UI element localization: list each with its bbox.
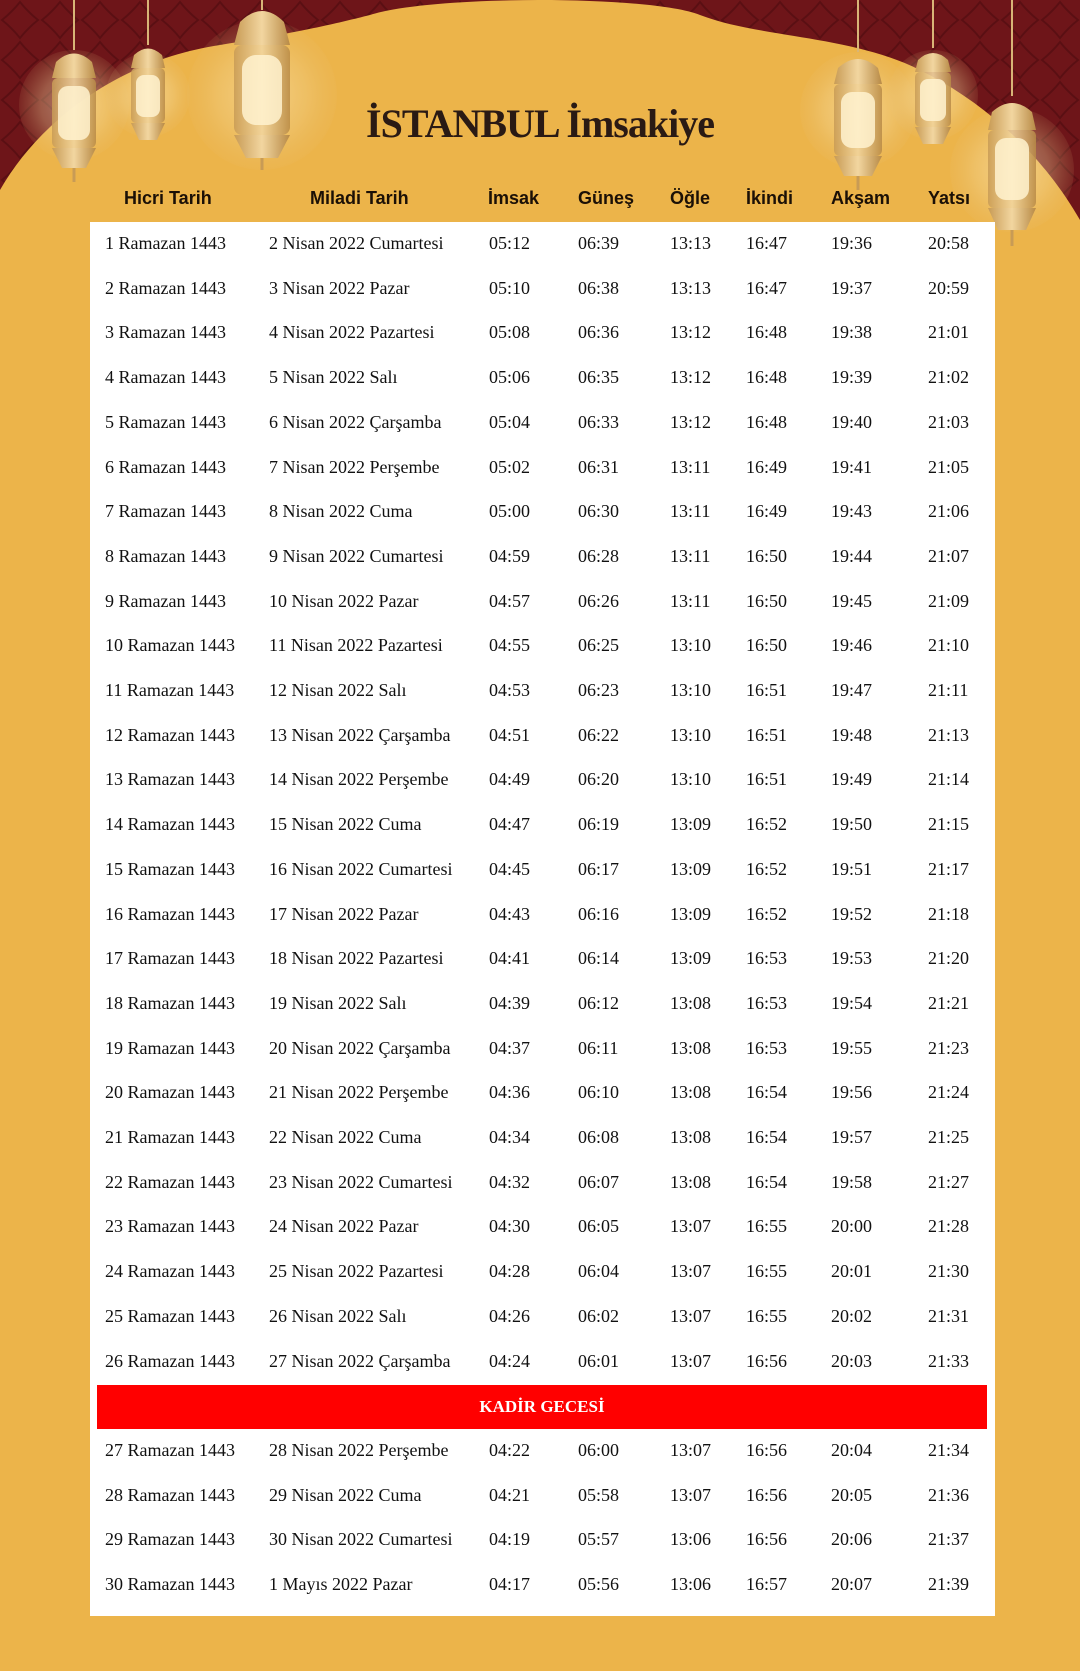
table-cell: 22 Nisan 2022 Cuma <box>269 1127 422 1147</box>
table-cell: 06:01 <box>578 1350 620 1371</box>
table-cell: 10 Nisan 2022 Pazar <box>269 590 419 611</box>
table-cell: 21:20 <box>928 948 970 969</box>
table-cell: 16:48 <box>746 322 788 343</box>
table-cell: 05:02 <box>489 456 531 477</box>
table-cell: 13:10 <box>670 635 712 656</box>
table-cell: 19:41 <box>831 456 873 477</box>
table-cell: 06:19 <box>578 814 620 835</box>
table-cell: 20:04 <box>831 1439 873 1460</box>
table-cell: 3 Ramazan 1443 <box>105 322 226 343</box>
table-cell: 05:06 <box>489 367 531 388</box>
table-cell: 06:20 <box>578 769 620 790</box>
table-cell: 21 Ramazan 1443 <box>105 1127 235 1147</box>
table-cell: 04:22 <box>489 1439 531 1460</box>
table-cell: 06:02 <box>578 1305 620 1326</box>
table-cell: 06:12 <box>578 992 620 1013</box>
table-cell: 06:17 <box>578 858 620 879</box>
table-cell: 05:08 <box>489 322 531 343</box>
table-cell: 19:47 <box>831 680 873 700</box>
table-cell: 06:05 <box>578 1216 620 1237</box>
table-cell: 16:54 <box>746 1082 788 1103</box>
table-cell: 8 Ramazan 1443 <box>105 545 226 566</box>
table-cell: 06:23 <box>578 680 620 700</box>
table-cell: 2 Ramazan 1443 <box>105 277 226 298</box>
table-cell: 21:31 <box>928 1305 970 1326</box>
table-cell: 19:46 <box>831 635 873 656</box>
table-cell: 14 Ramazan 1443 <box>105 814 235 835</box>
table-cell: 04:59 <box>489 545 531 566</box>
table-cell: 16:50 <box>746 590 788 611</box>
prayer-times-table <box>90 222 995 1616</box>
table-cell: 05:58 <box>578 1484 620 1505</box>
table-row <box>90 1250 995 1294</box>
table-cell: 16:50 <box>746 635 788 656</box>
table-cell: 19:57 <box>831 1127 873 1147</box>
table-cell: 04:32 <box>489 1171 531 1192</box>
table-cell: 13:09 <box>670 903 712 924</box>
table-cell: 13 Nisan 2022 Çarşamba <box>269 724 451 745</box>
table-row <box>90 982 995 1026</box>
table-cell: 10 Ramazan 1443 <box>105 635 235 656</box>
column-header: Öğle <box>670 188 711 208</box>
table-row <box>90 937 995 981</box>
table-cell: 13:08 <box>670 1082 712 1103</box>
table-cell: 04:37 <box>489 1037 531 1058</box>
table-cell: 27 Ramazan 1443 <box>105 1439 235 1460</box>
table-cell: 13:09 <box>670 814 712 835</box>
table-cell: 1 Ramazan 1443 <box>105 233 226 253</box>
table-cell: 7 Ramazan 1443 <box>105 501 226 522</box>
table-cell: 21:25 <box>928 1127 970 1147</box>
table-row <box>90 1205 995 1249</box>
table-cell: 13:08 <box>670 1171 712 1192</box>
table-cell: 20:59 <box>928 277 970 298</box>
table-cell: 20:07 <box>831 1574 873 1594</box>
table-cell: 04:34 <box>489 1127 531 1147</box>
table-cell: 19 Nisan 2022 Salı <box>269 992 407 1013</box>
table-row <box>90 848 995 892</box>
table-cell: 04:19 <box>489 1529 531 1550</box>
table-cell: 13:13 <box>670 233 712 253</box>
table-cell: 16:55 <box>746 1261 788 1282</box>
table-cell: 06:00 <box>578 1439 620 1460</box>
table-cell: 20 Ramazan 1443 <box>105 1082 235 1103</box>
table-cell: 04:17 <box>489 1574 531 1594</box>
table-cell: 24 Nisan 2022 Pazar <box>269 1216 419 1237</box>
table-cell: 20:06 <box>831 1529 873 1550</box>
table-cell: 17 Nisan 2022 Pazar <box>269 903 419 924</box>
column-header: Yatsı <box>928 188 971 208</box>
table-cell: 27 Nisan 2022 Çarşamba <box>269 1350 451 1371</box>
table-cell: 16:51 <box>746 724 788 745</box>
table-row <box>90 535 995 579</box>
table-cell: 30 Ramazan 1443 <box>105 1574 235 1594</box>
table-cell: 28 Nisan 2022 Perşembe <box>269 1439 449 1460</box>
table-cell: 21:03 <box>928 411 970 432</box>
table-cell: 04:21 <box>489 1484 531 1505</box>
table-cell: 15 Nisan 2022 Cuma <box>269 814 422 835</box>
table-cell: 16:55 <box>746 1216 788 1237</box>
table-cell: 20:05 <box>831 1484 873 1505</box>
table-cell: 4 Nisan 2022 Pazartesi <box>269 322 435 343</box>
table-row <box>90 1027 995 1071</box>
table-row <box>90 1161 995 1205</box>
table-cell: 16:56 <box>746 1350 788 1371</box>
table-cell: 21:11 <box>928 680 969 700</box>
table-cell: 12 Ramazan 1443 <box>105 724 235 745</box>
table-cell: 13:08 <box>670 1127 712 1147</box>
table-cell: 06:08 <box>578 1127 620 1147</box>
table-cell: 13:12 <box>670 322 712 343</box>
table-cell: 24 Ramazan 1443 <box>105 1261 235 1282</box>
table-cell: 2 Nisan 2022 Cumartesi <box>269 233 444 253</box>
table-cell: 16:52 <box>746 903 788 924</box>
table-cell: 16:53 <box>746 948 788 969</box>
table-cell: 04:43 <box>489 903 531 924</box>
table-cell: 16:47 <box>746 233 788 253</box>
table-cell: 19:44 <box>831 545 873 566</box>
table-cell: 19:43 <box>831 501 873 522</box>
table-cell: 12 Nisan 2022 Salı <box>269 680 407 700</box>
table-cell: 21:21 <box>928 992 970 1013</box>
table-cell: 21:05 <box>928 456 970 477</box>
table-cell: 06:31 <box>578 456 620 477</box>
table-cell: 9 Nisan 2022 Cumartesi <box>269 545 444 566</box>
table-cell: 16:53 <box>746 1037 788 1058</box>
table-cell: 19:36 <box>831 233 873 253</box>
table-cell: 13:09 <box>670 858 712 879</box>
table-cell: 26 Ramazan 1443 <box>105 1350 235 1371</box>
table-cell: 19:50 <box>831 814 873 835</box>
table-cell: 16:50 <box>746 545 788 566</box>
table-cell: 06:36 <box>578 322 620 343</box>
table-cell: 06:26 <box>578 590 620 611</box>
table-cell: 21:14 <box>928 769 970 790</box>
table-cell: 19:38 <box>831 322 873 343</box>
table-cell: 21:10 <box>928 635 970 656</box>
column-header: Güneş <box>578 188 635 208</box>
table-cell: 20:58 <box>928 233 970 253</box>
table-cell: 1 Mayıs 2022 Pazar <box>269 1574 413 1594</box>
table-cell: 16:56 <box>746 1439 788 1460</box>
table-cell: 15 Ramazan 1443 <box>105 858 235 879</box>
table-row <box>90 446 995 490</box>
table-cell: 7 Nisan 2022 Perşembe <box>269 456 440 477</box>
table-cell: 16:49 <box>746 501 788 522</box>
table-cell: 13:06 <box>670 1529 712 1550</box>
table-row <box>90 490 995 534</box>
table-cell: 05:10 <box>489 277 531 298</box>
table-cell: 28 Ramazan 1443 <box>105 1484 235 1505</box>
table-cell: 13:07 <box>670 1350 712 1371</box>
kadir-gecesi-banner: KADİR GECESİ <box>97 1385 987 1429</box>
table-cell: 29 Nisan 2022 Cuma <box>269 1484 422 1505</box>
table-cell: 30 Nisan 2022 Cumartesi <box>269 1529 453 1550</box>
table-row <box>90 580 995 624</box>
table-cell: 19:58 <box>831 1171 873 1192</box>
table-cell: 16:55 <box>746 1305 788 1326</box>
table-cell: 21:37 <box>928 1529 970 1550</box>
table-cell: 18 Ramazan 1443 <box>105 992 235 1013</box>
table-row <box>90 1295 995 1339</box>
table-cell: 05:00 <box>489 501 531 522</box>
table-cell: 19 Ramazan 1443 <box>105 1037 235 1058</box>
table-cell: 04:28 <box>489 1261 531 1282</box>
table-row <box>90 714 995 758</box>
table-cell: 06:07 <box>578 1171 620 1192</box>
table-cell: 13:11 <box>670 590 711 611</box>
table-cell: 06:10 <box>578 1082 620 1103</box>
table-cell: 23 Nisan 2022 Cumartesi <box>269 1171 453 1192</box>
table-cell: 04:53 <box>489 680 531 700</box>
table-cell: 04:57 <box>489 590 531 611</box>
table-cell: 21:39 <box>928 1574 970 1594</box>
table-cell: 13:08 <box>670 1037 712 1058</box>
table-cell: 21:36 <box>928 1484 970 1505</box>
table-cell: 23 Ramazan 1443 <box>105 1216 235 1237</box>
table-cell: 21:33 <box>928 1350 970 1371</box>
table-cell: 16:52 <box>746 814 788 835</box>
table-cell: 13:07 <box>670 1305 712 1326</box>
table-cell: 19:51 <box>831 858 873 879</box>
table-row <box>90 1563 995 1607</box>
table-cell: 05:12 <box>489 233 531 253</box>
table-cell: 21:02 <box>928 367 970 388</box>
table-cell: 26 Nisan 2022 Salı <box>269 1305 407 1326</box>
table-cell: 16 Nisan 2022 Cumartesi <box>269 858 453 879</box>
table-cell: 13 Ramazan 1443 <box>105 769 235 790</box>
table-cell: 06:14 <box>578 948 620 969</box>
table-cell: 16:54 <box>746 1127 788 1147</box>
table-cell: 25 Ramazan 1443 <box>105 1305 235 1326</box>
table-row <box>90 311 995 355</box>
table-cell: 06:11 <box>578 1037 619 1058</box>
table-cell: 04:30 <box>489 1216 531 1237</box>
table-row <box>90 1071 995 1115</box>
table-cell: 20:00 <box>831 1216 873 1237</box>
table-cell: 16:57 <box>746 1574 788 1594</box>
table-row <box>90 893 995 937</box>
table-cell: 14 Nisan 2022 Perşembe <box>269 769 449 790</box>
table-cell: 16 Ramazan 1443 <box>105 903 235 924</box>
table-cell: 04:45 <box>489 858 531 879</box>
table-cell: 13:10 <box>670 680 712 700</box>
table-cell: 19:37 <box>831 277 873 298</box>
table-cell: 04:51 <box>489 724 531 745</box>
table-row <box>90 356 995 400</box>
table-cell: 13:07 <box>670 1216 712 1237</box>
table-cell: 05:04 <box>489 411 531 432</box>
table-cell: 19:48 <box>831 724 873 745</box>
table-row <box>90 1340 995 1384</box>
table-cell: 9 Ramazan 1443 <box>105 590 226 611</box>
table-header <box>0 183 1080 213</box>
table-cell: 17 Ramazan 1443 <box>105 948 235 969</box>
table-cell: 11 Nisan 2022 Pazartesi <box>269 635 443 656</box>
table-cell: 04:55 <box>489 635 531 656</box>
table-cell: 19:45 <box>831 590 873 611</box>
table-row <box>90 669 995 713</box>
table-cell: 13:11 <box>670 545 711 566</box>
table-cell: 19:54 <box>831 992 873 1013</box>
table-cell: 21:09 <box>928 590 970 611</box>
table-cell: 5 Ramazan 1443 <box>105 411 226 432</box>
table-cell: 20:01 <box>831 1261 873 1282</box>
table-cell: 19:53 <box>831 948 873 969</box>
table-cell: 06:39 <box>578 233 620 253</box>
table-cell: 21:07 <box>928 545 970 566</box>
table-cell: 21:18 <box>928 903 970 924</box>
table-cell: 06:22 <box>578 724 620 745</box>
table-cell: 21:01 <box>928 322 970 343</box>
table-cell: 06:16 <box>578 903 620 924</box>
table-cell: 13:07 <box>670 1484 712 1505</box>
table-cell: 19:39 <box>831 367 873 388</box>
table-row <box>90 1429 995 1473</box>
table-cell: 06:38 <box>578 277 620 298</box>
table-cell: 21:28 <box>928 1216 970 1237</box>
table-cell: 16:48 <box>746 367 788 388</box>
table-cell: 19:49 <box>831 769 873 790</box>
table-row <box>90 267 995 311</box>
table-cell: 06:35 <box>578 367 620 388</box>
table-cell: 16:51 <box>746 769 788 790</box>
table-cell: 13:12 <box>670 411 712 432</box>
table-row <box>90 624 995 668</box>
table-cell: 16:54 <box>746 1171 788 1192</box>
table-cell: 22 Ramazan 1443 <box>105 1171 235 1192</box>
table-cell: 21:06 <box>928 501 970 522</box>
table-row <box>90 1116 995 1160</box>
table-cell: 19:40 <box>831 411 873 432</box>
page-title: İSTANBUL İmsakiye <box>366 101 714 146</box>
table-cell: 21:34 <box>928 1439 970 1460</box>
table-cell: 13:10 <box>670 769 712 790</box>
table-row <box>90 401 995 445</box>
column-header: İmsak <box>488 188 540 208</box>
table-cell: 20:02 <box>831 1305 873 1326</box>
table-cell: 13:09 <box>670 948 712 969</box>
table-cell: 11 Ramazan 1443 <box>105 680 235 700</box>
table-cell: 3 Nisan 2022 Pazar <box>269 277 410 298</box>
table-cell: 6 Nisan 2022 Çarşamba <box>269 411 442 432</box>
table-cell: 5 Nisan 2022 Salı <box>269 367 398 388</box>
column-header: Miladi Tarih <box>310 188 409 208</box>
column-header: Hicri Tarih <box>124 188 212 208</box>
table-cell: 29 Ramazan 1443 <box>105 1529 235 1550</box>
table-row <box>90 803 995 847</box>
table-cell: 21:15 <box>928 814 970 835</box>
table-cell: 21:13 <box>928 724 970 745</box>
table-cell: 21:17 <box>928 858 970 879</box>
table-cell: 04:36 <box>489 1082 531 1103</box>
table-cell: 16:51 <box>746 680 788 700</box>
table-cell: 21 Nisan 2022 Perşembe <box>269 1082 449 1103</box>
table-cell: 25 Nisan 2022 Pazartesi <box>269 1261 444 1282</box>
column-header: Akşam <box>831 188 891 208</box>
column-header: İkindi <box>746 188 794 208</box>
table-cell: 05:56 <box>578 1574 620 1594</box>
table-cell: 13:06 <box>670 1574 712 1594</box>
table-cell: 06:28 <box>578 545 620 566</box>
table-row <box>90 1474 995 1518</box>
table-cell: 04:24 <box>489 1350 531 1371</box>
table-cell: 06:04 <box>578 1261 620 1282</box>
table-cell: 21:24 <box>928 1082 970 1103</box>
table-cell: 13:13 <box>670 277 712 298</box>
table-cell: 21:30 <box>928 1261 970 1282</box>
table-cell: 16:47 <box>746 277 788 298</box>
table-cell: 16:56 <box>746 1484 788 1505</box>
table-cell: 05:57 <box>578 1529 620 1550</box>
table-cell: 18 Nisan 2022 Pazartesi <box>269 948 444 969</box>
table-cell: 20 Nisan 2022 Çarşamba <box>269 1037 451 1058</box>
table-cell: 13:07 <box>670 1439 712 1460</box>
table-cell: 13:11 <box>670 456 711 477</box>
table-cell: 16:53 <box>746 992 788 1013</box>
table-row <box>90 1518 995 1562</box>
table-row <box>90 758 995 802</box>
table-cell: 04:49 <box>489 769 531 790</box>
table-cell: 16:56 <box>746 1529 788 1550</box>
table-cell: 13:10 <box>670 724 712 745</box>
table-cell: 20:03 <box>831 1350 873 1371</box>
table-cell: 19:52 <box>831 903 873 924</box>
table-cell: 06:25 <box>578 635 620 656</box>
table-cell: 19:56 <box>831 1082 873 1103</box>
table-cell: 16:52 <box>746 858 788 879</box>
table-cell: 06:30 <box>578 501 620 522</box>
table-cell: 21:23 <box>928 1037 970 1058</box>
table-cell: 6 Ramazan 1443 <box>105 456 226 477</box>
table-cell: 13:11 <box>670 501 711 522</box>
table-cell: 21:27 <box>928 1171 970 1192</box>
table-cell: 06:33 <box>578 411 620 432</box>
table-cell: 04:47 <box>489 814 531 835</box>
table-cell: 13:08 <box>670 992 712 1013</box>
table-cell: 4 Ramazan 1443 <box>105 367 226 388</box>
table-cell: 16:49 <box>746 456 788 477</box>
table-cell: 16:48 <box>746 411 788 432</box>
table-row <box>90 222 995 266</box>
table-cell: 04:26 <box>489 1305 531 1326</box>
table-cell: 04:41 <box>489 948 531 969</box>
table-cell: 04:39 <box>489 992 531 1013</box>
table-cell: 19:55 <box>831 1037 873 1058</box>
table-cell: 13:12 <box>670 367 712 388</box>
table-cell: 13:07 <box>670 1261 712 1282</box>
table-cell: 8 Nisan 2022 Cuma <box>269 501 413 522</box>
